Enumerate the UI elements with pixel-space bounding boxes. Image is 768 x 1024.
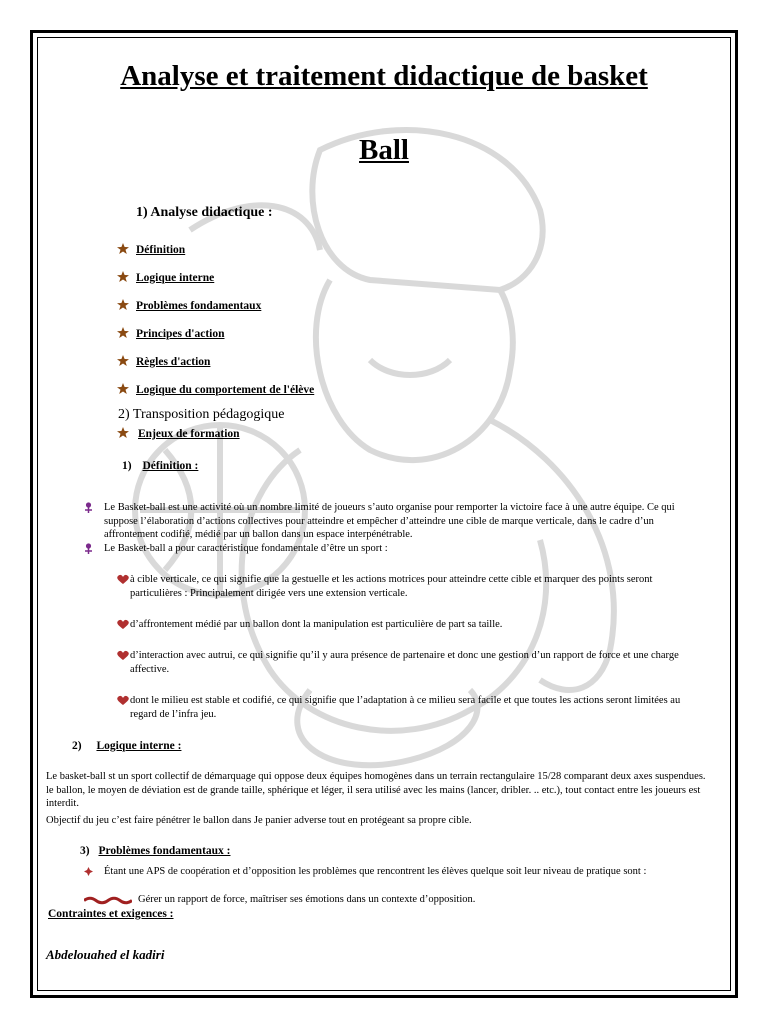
red-line-bullet-icon: [84, 896, 132, 905]
toc-item: [116, 324, 225, 342]
toc-item: [116, 424, 240, 442]
diamond-bullet-icon: [84, 867, 93, 876]
flower-bullet-icon: [84, 502, 93, 513]
definition-paragraph-2: Le Basket-ball a pour caractéristique fondamentale d’être un sport :: [104, 543, 388, 554]
star-bullet-icon: [116, 243, 130, 254]
problemes-item: Étant une APS de coopération et d’opposition les problèmes que rencontrent les élèves quelque soit leur niveau de pratique sont :: [104, 866, 647, 877]
toc-item: [116, 240, 185, 258]
toc-item-label: Principes d'action: [136, 328, 225, 340]
characteristic-item: à cible verticale, ce qui signifie que la gestuelle et les actions motrices pour atteindre cette cible et marquer des points seront particulières : Principalement dirigée vers une extension verticale.: [130, 574, 653, 599]
logique-objectif: Objectif du jeu c’est faire pénétrer le ballon dans Je panier adverse tout en protégeant sa propre cible.: [46, 815, 472, 826]
star-bullet-icon: [116, 427, 130, 438]
logique-paragraph: Le basket-ball st un sport collectif de démarquage qui oppose deux équipes homogènes dans un terrain rectangulaire 15/28 comparant deux axes suspendues. le ballon, le moyen de déviation est de grande taille, sphérique et léger, il sera utilisé avec les mains (lancer, dribler. .. etc.), tout contact entre les joueurs est interdit.: [46, 771, 706, 809]
problemes-item-2: Gérer un rapport de force, maîtriser ses émotions dans un contexte d’opposition.: [138, 894, 476, 905]
section-heading-transposition: 2) Transposition pédagogique: [118, 407, 285, 422]
star-bullet-icon: [116, 355, 130, 366]
page-title: Analyse et traitement didactique de basket: [120, 60, 648, 92]
definition-number: 1): [122, 460, 132, 472]
toc-item-label: Règles d'action: [136, 356, 211, 368]
star-bullet-icon: [116, 383, 130, 394]
definition-heading: [122, 460, 198, 472]
page-title-line2: Ball: [359, 134, 409, 166]
toc-item: [116, 380, 314, 398]
definition-title: Définition :: [142, 460, 199, 472]
characteristic-item: d’interaction avec autrui, ce qui signifie qu’il y aura présence de partenaire et donc une gestion d’un rapport de force et une charge affective.: [130, 650, 679, 675]
problemes-heading: [80, 845, 231, 857]
logique-heading: [72, 740, 181, 752]
heart-bullet-icon: [116, 695, 130, 706]
toc-item: [116, 268, 214, 286]
flower-bullet-icon: [84, 543, 93, 554]
definition-paragraph: Le Basket-ball est une activité où un nombre limité de joueurs s’auto organise pour remporter la victoire face à une autre équipe. Ce qui suppose l’élaboration d’actions collectives pour atteindre et empêcher d’atteindre une cible de marque verticale, dans le cadre d’un affrontement codifié, médié par un ballon dans un espace interpénétrable.: [104, 502, 675, 540]
toc-item: [116, 352, 210, 370]
star-bullet-icon: [116, 327, 130, 338]
toc-item-label: Problèmes fondamentaux: [136, 300, 262, 312]
problemes-number: 3): [80, 845, 90, 857]
heart-bullet-icon: [116, 619, 130, 630]
toc-item: [116, 296, 261, 314]
contraintes-heading: Contraintes et exigences :: [48, 908, 174, 920]
logique-title: Logique interne :: [96, 740, 182, 752]
heart-bullet-icon: [116, 650, 130, 661]
author-name: Abdelouahed el kadiri: [46, 947, 165, 962]
toc-item-label: Logique du comportement de l'élève: [136, 384, 315, 396]
heart-bullet-icon: [116, 574, 130, 585]
logique-number: 2): [72, 740, 82, 752]
characteristic-item: d’affrontement médié par un ballon dont la manipulation est particulière de part sa taille.: [130, 619, 503, 630]
star-bullet-icon: [116, 299, 130, 310]
toc-item-label: Enjeux de formation: [138, 428, 240, 440]
section-heading-analyse: 1) Analyse didactique :: [136, 205, 273, 220]
toc-item-label: Définition: [136, 244, 186, 256]
characteristic-item: dont le milieu est stable et codifié, ce qui signifie que l’adaptation à ce milieu sera facile et que toutes les actions seront limitées au regard de l’infra jeu.: [130, 695, 681, 720]
problemes-title: Problèmes fondamentaux :: [98, 845, 231, 857]
toc-item-label: Logique interne: [136, 272, 215, 284]
star-bullet-icon: [116, 271, 130, 282]
